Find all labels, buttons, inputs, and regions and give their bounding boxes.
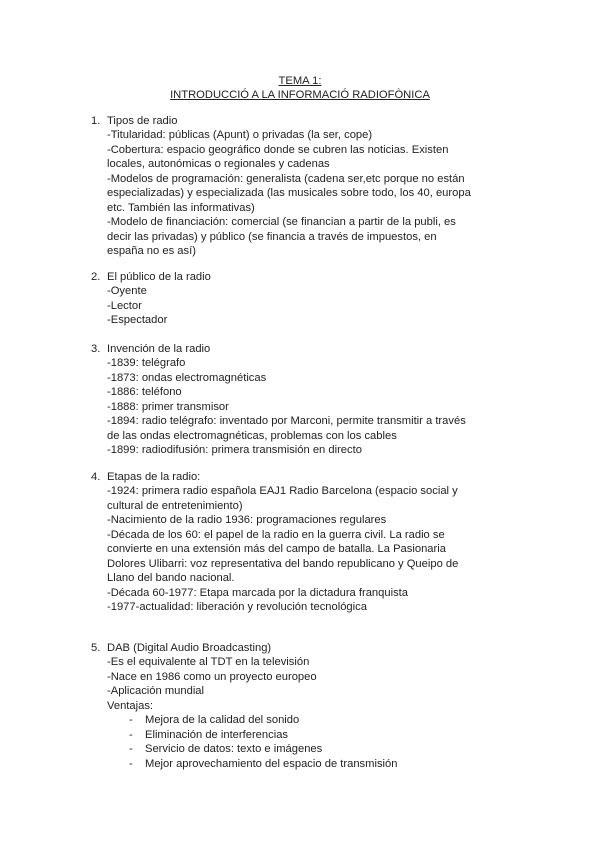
section-line: -Nacimiento de la radio 1936: programaciones regulares [107,514,387,527]
section-line: -1839: telégrafo [107,357,186,370]
section-line: -1924: primera radio española EAJ1 Radio Barcelona (espacio social y [107,485,458,498]
section-line: -Década 60-1977: Etapa marcada por la dictadura franquista [107,586,409,599]
section-line: etc. También las informativas) [107,201,255,214]
doc-subtitle: INTRODUCCIÓ A LA INFORMACIÓ RADIOFÒNICA [170,89,430,101]
section-heading: Etapas de la radio: [107,471,201,483]
section-line: decir las privadas) y público (se financia a través de impuestos, en [107,230,437,243]
section-line: Llano del bando nacional. [107,572,235,585]
section-line: -Oyente [107,285,147,298]
section-line: especializadas) y especializada (las musicales sobre todo, los 40, europa [107,187,471,200]
section-line: -Modelos de programación: generalista (cadena ser,etc porque no están [107,172,465,185]
bullet-item: Eliminación de interferencias [145,728,289,741]
section-line: -1977-actualidad: liberación y revolución tecnológica [107,601,367,614]
section-line: -1886: teléfono [107,386,182,399]
section-line: locales, autonómicas o regionales y cadenas [107,158,330,171]
section-line: -Espectador [107,314,168,327]
section-heading: Tipos de radio [107,115,178,127]
bullet-item: Servicio de datos: texto e imágenes [145,743,323,756]
section-line: -1894: radio telégrafo: inventado por Marconi, permite transmitir a través [107,415,466,428]
section-number: 2. [91,271,101,283]
section-number: 3. [91,343,101,355]
section-line: españa no es así) [107,245,196,258]
section-number: 5. [91,642,101,654]
section-line: cultural de entretenimiento) [107,499,243,512]
bullet-marker: - [129,757,133,770]
section-line: -Titularidad: públicas (Apunt) o privadas (la ser, cope) [107,129,373,142]
section-line: -Cobertura: espacio geográfico donde se cubren las noticias. Existen [107,143,449,156]
section-line: -1899: radiodifusión: primera transmisión en directo [107,444,362,457]
section-heading: Invención de la radio [107,343,211,355]
section-line: -Nace en 1986 como un proyecto europeo [107,670,317,683]
section-line: -Década de los 60: el papel de la radio en la guerra civil. La radio se [107,528,445,541]
doc-title: TEMA 1: [278,75,322,87]
bullet-marker: - [129,728,133,741]
section-line: -Modelo de financiación: comercial (se financian a partir de la publi, es [107,216,456,229]
bullet-item: Mejora de la calidad del sonido [145,714,300,727]
bullet-item: Mejor aprovechamiento del espacio de transmisión [145,757,398,770]
section-line: de las ondas electromagnéticas, problemas con los cables [107,429,397,442]
section-heading: DAB (Digital Audio Broadcasting) [107,642,272,654]
section-number: 1. [91,115,101,127]
section-line: convierte en una extensión más del campo de batalla. La Pasionaria [107,543,446,556]
section-line: -Aplicación mundial [107,685,205,698]
bullet-marker: - [129,743,133,756]
section-number: 4. [91,471,101,483]
section-line: -Es el equivalente al TDT en la televisión [107,656,310,669]
section-line: -1873: ondas electromagnéticas [107,371,267,384]
section-heading: El público de la radio [107,271,211,283]
section-line: Ventajas: [107,699,154,712]
section-line: Dolores Ulibarri: voz representativa del bando republicano y Queipo de [107,557,459,570]
section-line: -1888: primer transmisor [107,400,229,413]
section-line: -Lector [107,299,142,312]
bullet-marker: - [129,714,133,727]
